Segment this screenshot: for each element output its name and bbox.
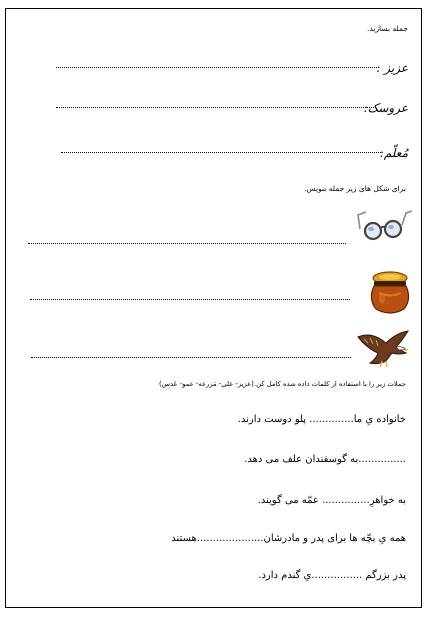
sentence-3: به خواهرِ............... عمّه می گویند. (257, 495, 406, 506)
answer-line (30, 299, 350, 300)
word-line-moallem (380, 142, 408, 161)
glasses-icon (356, 209, 414, 243)
worksheet-title: جمله بسازید. (367, 24, 408, 33)
answer-line (31, 357, 351, 358)
answer-line (28, 243, 346, 244)
word-line-aziz (376, 57, 408, 76)
sentence-1: خانواده یِ ما.............. پلو دوست دارند. (237, 414, 406, 425)
sentence-4: همه یِ بچّه ها برای پدر و مادرشان.....................هستند (171, 533, 406, 544)
pictures-instruction: برای شکل های زیر جمله بنویس. (304, 184, 406, 193)
word-label: عزیز : (376, 61, 408, 75)
sentence-5: پدر بزرگم ................یِ گندم دارد. (258, 570, 406, 581)
answer-line (61, 152, 381, 153)
word-label: عروسک: (363, 101, 408, 115)
answer-line (56, 67, 379, 68)
honey-pot-icon (368, 269, 412, 315)
eagle-icon (356, 329, 410, 369)
sentence-2: ...............به گوسفندان علف می دهد. (244, 454, 406, 465)
fill-instruction: جملات زیر را با استفاده از کلمات داده شده کامل کن.(عزیز- علی- مَزرعه- عمو- عَدس) (159, 380, 406, 388)
word-label: مُعلّم: (379, 146, 408, 160)
worksheet-page (5, 8, 422, 608)
answer-line (56, 107, 376, 108)
